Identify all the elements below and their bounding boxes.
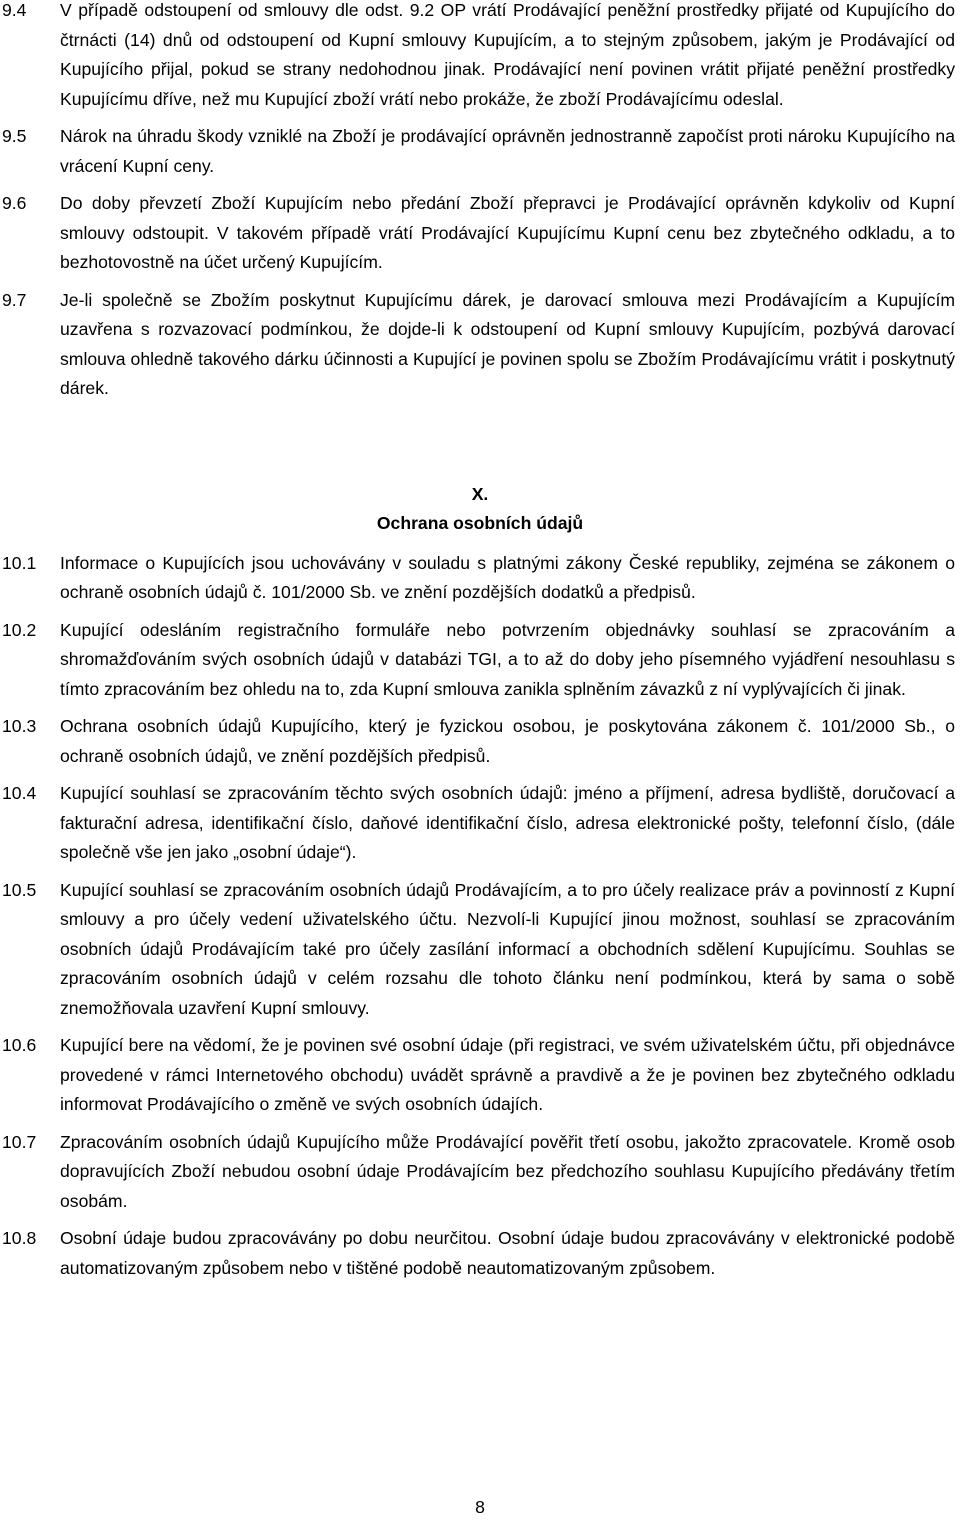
clause-text: Informace o Kupujících jsou uchovávány v souladu s platnými zákony České republiky, zejména se zákonem o ochraně osobních údajů č. 101/2000 Sb. ve znění pozdějších dodatků a předpisů. xyxy=(60,552,955,602)
section-title: Ochrana osobních údajů xyxy=(376,513,584,533)
clause-number: 9.6 xyxy=(2,193,27,213)
clause-text: V případě odstoupení od smlouvy dle odst. 9.2 OP vrátí Prodávající peněžní prostředky přijaté od Kupujícího do čtrnácti (14) dnů od odstoupení od Kupní smlouvy Kupujícím, a to stejným způsobem, jakým je Prodávající od Kupujícího přijal, pokud se strany nedohodnou jinak. Prodávající není povinen vrátit přijaté peněžní prostředky Kupujícímu dříve, než mu Kupující zboží vrátí nebo prokáže, že zboží Prodávajícímu odeslal. xyxy=(60,0,955,109)
clause-number: 10.6 xyxy=(2,1035,37,1055)
clause-9-7 xyxy=(0,286,960,404)
clause-text: Je-li společně se Zbožím poskytnut Kupujícímu dárek, je darovací smlouva mezi Prodávajícím a Kupujícím uzavřena s rozvazovací podmínkou, že dojde-li k odstoupení od Kupní smlouvy Kupujícím, pozbývá darovací smlouva ohledně takového dárku účinnosti a Kupující je povinen spolu se Zbožím Prodávajícímu vrátit i poskytnutý dárek. xyxy=(60,289,955,398)
clause-9-5 xyxy=(0,122,960,181)
clause-number: 9.5 xyxy=(2,126,27,146)
clause-number: 10.7 xyxy=(2,1131,37,1152)
clause-10-6 xyxy=(0,1031,960,1120)
clause-text: Osobní údaje budou zpracovávány po dobu neurčitou. Osobní údaje budou zpracovávány v elektronické podobě automatizovaným způsobem nebo v tištěné podobě neautomatizovaným způsobem. xyxy=(60,1228,955,1278)
clause-text: Kupující souhlasí se zpracováním těchto svých osobních údajů: jméno a příjmení, adresa bydliště, doručovací a fakturační adresa, identifikační číslo, daňové identifikační číslo, adresa elektronické pošty, telefonní číslo, (dále společně vše jen jako „osobní údaje“). xyxy=(60,783,955,862)
clause-text: Nárok na úhradu škody vzniklé na Zboží je prodávající oprávněn jednostranně započíst proti nároku Kupujícího na vrácení Kupní ceny. xyxy=(60,126,955,176)
clause-10-4 xyxy=(0,779,960,868)
clause-text: Zpracováním osobních údajů Kupujícího může Prodávající pověřit třetí osobu, jakožto zpracovatele. Kromě osob dopravujících Zboží nebudou osobní údaje Prodávajícím bez předchozího souhlasu Kupujícího předávány třetím osobám. xyxy=(60,1131,955,1211)
clause-10-2 xyxy=(0,616,960,705)
clause-10-5 xyxy=(0,876,960,1024)
clause-9-4 xyxy=(0,0,960,114)
clause-10-1 xyxy=(0,549,960,608)
clause-10-7 xyxy=(0,1128,960,1217)
clause-text: Do doby převzetí Zboží Kupujícím nebo předání Zboží přepravci je Prodávající oprávněn kdykoliv od Kupní smlouvy odstoupit. V takovém případě vrátí Prodávající Kupujícímu Kupní cenu bez zbytečného odkladu, a to bezhotovostně na účet určený Kupujícím. xyxy=(60,193,955,272)
clause-text: Kupující odesláním registračního formuláře nebo potvrzením objednávky souhlasí se zpracováním a shromažďováním svých osobních údajů v databázi TGI, a to až do doby jeho písemného vyjádření nesouhlasu s tímto zpracováním bez ohledu na to, zda Kupní smlouva zanikla splněním závazků z ní vyplývajících či jinak. xyxy=(60,619,955,699)
clause-text: Kupující bere na vědomí, že je povinen své osobní údaje (při registraci, ve svém uživatelském účtu, při objednávce provedené v rámci Internetového obchodu) uvádět správně a pravdivě a že je povinen bez zbytečného odkladu informovat Prodávajícího o změně ve svých osobních údajích. xyxy=(60,1035,955,1114)
clause-text: Kupující souhlasí se zpracováním osobních údajů Prodávajícím, a to pro účely realizace práv a povinností z Kupní smlouvy a pro účely vedení uživatelského účtu. Nezvolí-li Kupující jinou možnost, souhlasí se zpracováním osobních údajů Prodávajícím také pro účely zasílání informací a obchodních sdělení Kupujícímu. Souhlas se zpracováním osobních údajů v celém rozsahu dle tohoto článku není podmínkou, která by sama o sobě znemožňovala uzavření Kupní smlouvy. xyxy=(60,879,955,1018)
clause-number: 10.3 xyxy=(2,716,37,736)
clause-number: 10.2 xyxy=(2,619,37,640)
clause-10-3 xyxy=(0,712,960,771)
section-number: X. xyxy=(471,483,489,504)
clause-number: 10.1 xyxy=(2,552,37,573)
clause-number: 10.8 xyxy=(2,1228,37,1248)
clause-10-8 xyxy=(0,1224,960,1283)
clause-number: 9.4 xyxy=(2,0,27,20)
clause-9-6 xyxy=(0,189,960,278)
page-number: 8 xyxy=(475,1497,485,1517)
clause-number: 10.5 xyxy=(2,879,37,900)
clause-number: 9.7 xyxy=(2,289,27,310)
clause-text: Ochrana osobních údajů Kupujícího, který je fyzickou osobou, je poskytována zákonem č. 101/2000 Sb., o ochraně osobních údajů, ve znění pozdějších předpisů. xyxy=(60,716,955,766)
clause-number: 10.4 xyxy=(2,783,37,803)
